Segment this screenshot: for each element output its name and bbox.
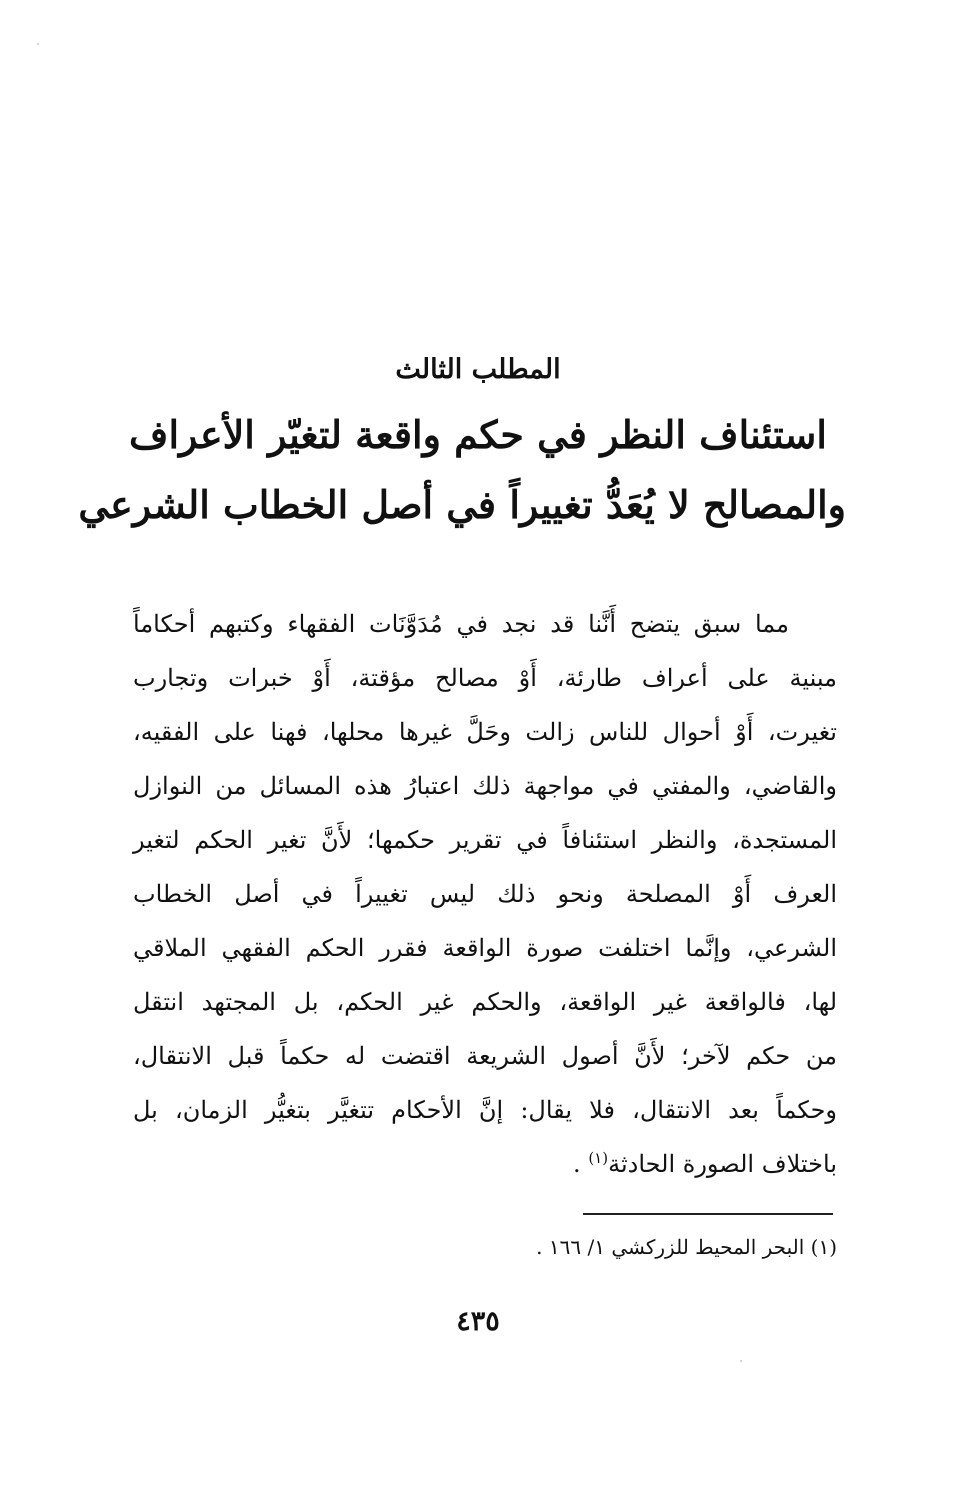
section-title	[78, 400, 846, 540]
body-line: لها، فالواقعة غير الواقعة، والحكم غير الحكم، بل المجتهد انتقل	[133, 988, 838, 1016]
page-number: ٤٣٥	[456, 1306, 500, 1337]
body-final-line	[133, 1137, 837, 1191]
body-line: تغيرت، أَوْ أحوال للناس زالت وحَلَّ غيرها محلها، فهنا على الفقيه،	[133, 718, 837, 746]
body-paragraph	[133, 597, 837, 1191]
scan-speck	[740, 1360, 742, 1362]
footnote: (١) البحر المحيط للزركشي ١/ ١٦٦ .	[536, 1235, 837, 1259]
body-line: من حكم لآخر؛ لأَنَّ أصول الشريعة اقتضت له حكماً قبل الانتقال،	[133, 1042, 837, 1070]
section-label: المطلب الثالث	[395, 354, 561, 385]
body-line: الشرعي، وإنَّما اختلفت صورة الواقعة فقرر الحكم الفقهي الملاقي	[133, 934, 837, 962]
section-title-line: والمصالح لا يُعَدُّ تغييراً في أصل الخطاب الشرعي	[78, 482, 846, 527]
body-final-text: باختلاف الصورة الحادثة	[608, 1150, 837, 1178]
scan-speck	[37, 43, 39, 45]
body-line: وحكماً بعد الانتقال، فلا يقال: إنَّ الأحكام تتغيَّر بتغيُّر الزمان، بل	[133, 1096, 837, 1124]
section-title-line: استئناف النظر في حكم واقعة لتغيّر الأعراف	[129, 412, 827, 457]
body-final-punctuation: .	[573, 1150, 589, 1178]
footnote-reference: (١)	[588, 1149, 609, 1167]
footnote-separator	[583, 1213, 833, 1215]
body-line: والقاضي، والمفتي في مواجهة ذلك اعتبارُ هذه المسائل من النوازل	[133, 772, 837, 800]
body-line: مما سبق يتضح أَنَّنا قد نجد في مُدَوَّنَات الفقهاء وكتبهم أحكاماً	[133, 610, 790, 638]
body-line: العرف أَوْ المصلحة ونحو ذلك ليس تغييراً في أصل الخطاب	[133, 880, 837, 908]
body-line: مبنية على أعراف طارئة، أَوْ مصالح مؤقتة، أَوْ خبرات وتجارب	[133, 664, 837, 692]
body-line: المستجدة، والنظر استئنافاً في تقرير حكمها؛ لأَنَّ تغير الحكم لتغير	[133, 826, 837, 854]
